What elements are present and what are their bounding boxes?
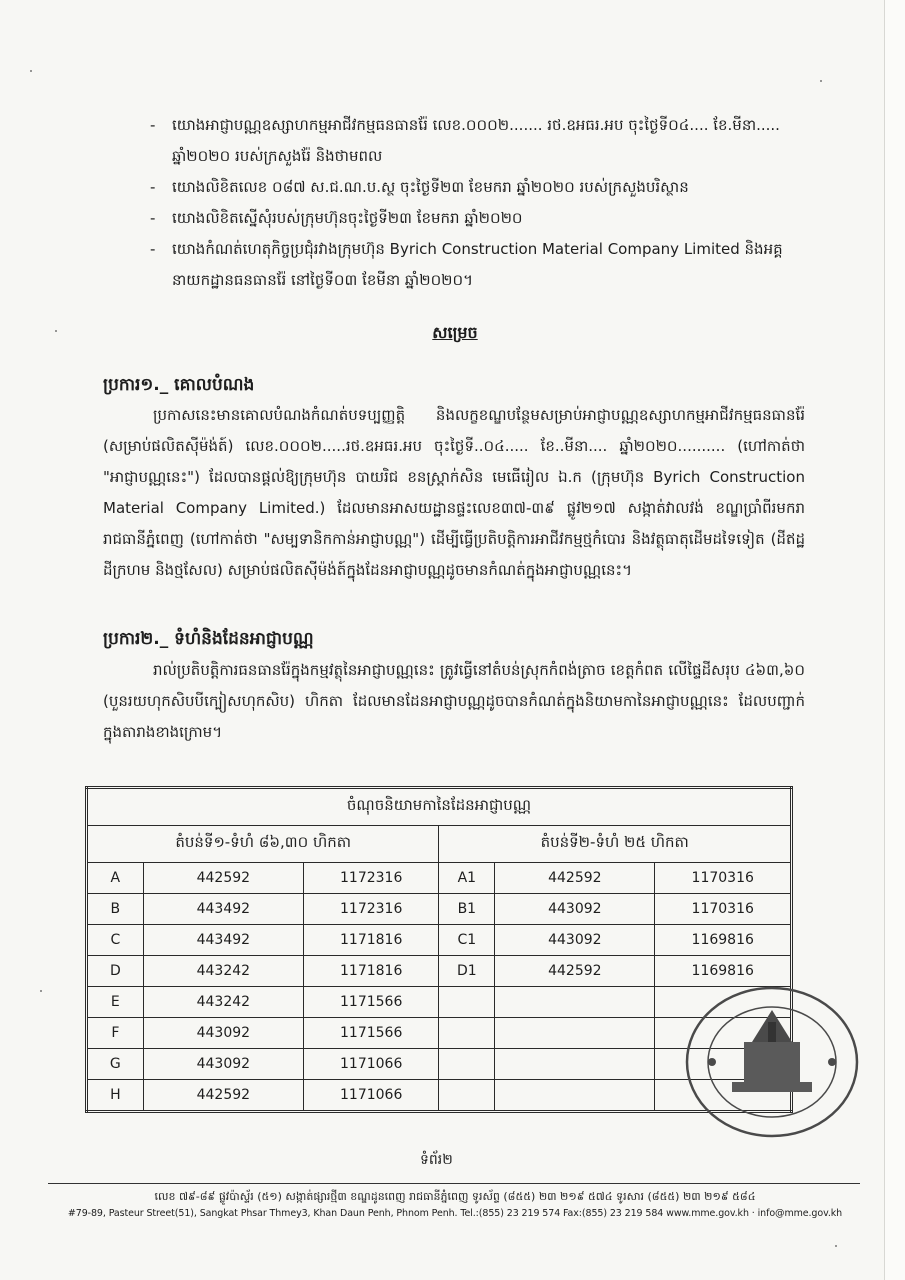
reference-list [150, 110, 810, 296]
easting-value [495, 1018, 655, 1049]
reference-item: - យោងកំណត់ហេតុកិច្ចប្រជុំរវាងក្រុមហ៊ុន Byrich Construction Material Company Limited និងអគ្គនាយកដ្ឋានធនធានរ៉ែ នៅថ្ងៃទី០៣ ខែមីនា ឆ្នាំ២០២០។ [150, 240, 783, 289]
northing-value: 1169816 [655, 925, 792, 956]
decision-title: សម្រេច [432, 323, 478, 342]
easting-value: 443092 [495, 925, 655, 956]
scan-speck [55, 330, 57, 332]
point-label: H [87, 1080, 144, 1112]
reference-text: យោងលិខិតស្នើសុំរបស់ក្រុមហ៊ុនចុះថ្ងៃទី២៣ ខែមករា ឆ្នាំ២០២០ [172, 209, 523, 227]
northing-value: 1171566 [303, 1018, 439, 1049]
easting-value: 443492 [143, 925, 303, 956]
scan-speck [40, 990, 42, 992]
paper-edge [884, 0, 905, 1280]
reference-item: - យោងអាជ្ញាបណ្ណឧស្សាហកម្មអាជីវកម្មធនធានរ៉ែ លេខ.០០០២....... រថ.ឧអធរ.អប ចុះថ្ងៃទី០៤.... ខែ.មីនា..... ឆ្នាំ២០២០ របស់ក្រសួងរ៉ែ និងថាមពល [150, 116, 780, 165]
easting-value [495, 1049, 655, 1080]
scan-speck [30, 70, 32, 72]
point-label: C1 [439, 925, 495, 956]
northing-value: 1171566 [303, 987, 439, 1018]
footer-address-english: #79-89, Pasteur Street(51), Sangkat Phsar Thmey3, Khan Daun Penh, Phnom Penh. Tel.:(855) 23 219 574 Fax:(855) 23 219 584 www.mme.gov.kh · info@mme.gov.kh [67, 1208, 843, 1219]
point-label: G [87, 1049, 144, 1080]
point-label: E [87, 987, 144, 1018]
easting-value: 442592 [143, 1080, 303, 1112]
easting-value: 443092 [143, 1018, 303, 1049]
point-label: D [87, 956, 144, 987]
reference-item: - យោងលិខិតស្នើសុំរបស់ក្រុមហ៊ុនចុះថ្ងៃទី២៣ ខែមករា ឆ្នាំ២០២០ [150, 209, 523, 227]
easting-value: 443242 [143, 956, 303, 987]
easting-value: 442592 [495, 956, 655, 987]
point-label: B [87, 894, 144, 925]
easting-value: 442592 [495, 863, 655, 894]
point-label [439, 1018, 495, 1049]
northing-value: 1170316 [655, 863, 792, 894]
table-row [87, 894, 792, 925]
table-caption: ចំណុចនិយាមកានៃដែនអាជ្ញាបណ្ណ [87, 788, 792, 826]
point-label: B1 [439, 894, 495, 925]
point-label [439, 1080, 495, 1112]
article-1-body: ប្រកាសនេះមានគោលបំណងកំណត់បទប្បញ្ញត្តិ និងលក្ខខណ្ឌបន្ថែមសម្រាប់អាជ្ញាបណ្ណឧស្សាហកម្មអាជីវកម្មធនធានរ៉ែ (សម្រាប់ផលិតស៊ីម៉ង់ត៍) លេខ.០០០២.....រថ.ឧអធរ.អប ចុះថ្ងៃទី..០៤..... ខែ..មីនា.... ឆ្នាំ២០២០.......... (ហៅកាត់ថា "អាជ្ញាបណ្ណនេះ") ដែលបានផ្តល់ឱ្យក្រុមហ៊ុន បាយរិជ ខនស្ត្រាក់សិន មេធើរៀល ឯ.ក (ក្រុមហ៊ុន Byrich Construction Material Company Limited.) ដែលមានអាសយដ្ឋានផ្ទះលេខ៣៧-៣៩ ផ្លូវ២១៧ សង្កាត់វាលវង់ ខណ្ឌប្រាំពីរមករា រាជធានីភ្នំពេញ (ហៅកាត់ថា "សម្បទានិកកាន់អាជ្ញាបណ្ណ") ដើម្បីធ្វើប្រតិបត្តិការអាជីវកម្មថ្មកំបោរ និងវត្ថុធាតុដើមដទៃទៀត (ដីឥដ្ឋ ដីក្រហម និងថ្មសែល) សម្រាប់ផលិតស៊ីម៉ង់ត៍ក្នុងដែនអាជ្ញាបណ្ណដូចមានកំណត់ក្នុងអាជ្ញាបណ្ណនេះ។ [103, 406, 805, 579]
northing-value: 1170316 [655, 894, 792, 925]
reference-text: យោងកំណត់ហេតុកិច្ចប្រជុំរវាងក្រុមហ៊ុន Byrich Construction Material Company Limited និងអគ្គនាយកដ្ឋានធនធានរ៉ែ នៅថ្ងៃទី០៣ ខែមីនា ឆ្នាំ២០២០។ [172, 240, 783, 289]
point-label: A [87, 863, 144, 894]
northing-value: 1171066 [303, 1080, 439, 1112]
point-label: A1 [439, 863, 495, 894]
article-2-body: រាល់ប្រតិបត្តិការធនធានរ៉ែក្នុងកម្មវត្ថុនៃអាជ្ញាបណ្ណនេះ ត្រូវធ្វើនៅតំបន់ស្រុកកំពង់ត្រាច ខេត្តកំពត លើផ្ទៃដីសរុប ៤៦៣,៦០ (បួនរយហុកសិបបីក្បៀសហុកសិប) ហិកតា ដែលមានដែនអាជ្ញាបណ្ណដូចបានកំណត់ក្នុងនិយាមកានៃអាជ្ញាបណ្ណនេះ ដែលបញ្ជាក់ក្នុងតារាងខាងក្រោម។ [103, 661, 805, 741]
easting-value: 443092 [495, 894, 655, 925]
point-label: C [87, 925, 144, 956]
easting-value [495, 1080, 655, 1112]
northing-value: 1171816 [303, 956, 439, 987]
point-label: D1 [439, 956, 495, 987]
northing-value: 1172316 [303, 894, 439, 925]
northing-value: 1172316 [303, 863, 439, 894]
northing-value: 1171066 [303, 1049, 439, 1080]
zone-1-header: តំបន់ទី១-ទំហំ ៨៦,៣០ ហិកតា [87, 826, 439, 863]
footer-address-khmer: លេខ ៧៩-៨៩ ផ្លូវប៉ាស្ទ័រ (៥១) សង្កាត់ផ្សារថ្មី៣ ខណ្ឌដូនពេញ រាជធានីភ្នំពេញ ទូរស័ព្ទ (៨៥៥) ២៣ ២១៩ ៥៧៤ ទូរសារ (៨៥៥) ២៣ ២១៩ ៥៨៤ [154, 1190, 756, 1203]
scan-speck [835, 1245, 837, 1247]
easting-value: 443242 [143, 987, 303, 1018]
zone-2-header: តំបន់ទី២-ទំហំ ២៥ ហិកតា [439, 826, 792, 863]
point-label [439, 1049, 495, 1080]
page-number: ទំព័រ២ [420, 1152, 453, 1168]
footer-divider [48, 1183, 860, 1184]
point-label [439, 987, 495, 1018]
official-seal-stamp [672, 982, 862, 1142]
article-1-heading: ប្រការ១._ គោលបំណង [103, 375, 255, 395]
easting-value: 443092 [143, 1049, 303, 1080]
reference-text: យោងអាជ្ញាបណ្ណឧស្សាហកម្មអាជីវកម្មធនធានរ៉ែ លេខ.០០០២....... រថ.ឧអធរ.អប ចុះថ្ងៃទី០៤.... ខែ.មីនា..... ឆ្នាំ២០២០ របស់ក្រសួងរ៉ែ និងថាមពល [172, 116, 780, 165]
article-2-heading: ប្រការ២._ ទំហំនិងដែនអាជ្ញាបណ្ណ [103, 629, 314, 649]
scan-speck [820, 80, 822, 82]
table-row [87, 863, 792, 894]
reference-text: យោងលិខិតលេខ ០៨៧ ស.ជ.ណ.ប.ស្ថ ចុះថ្ងៃទី២៣ ខែមករា ឆ្នាំ២០២០ របស់ក្រសួងបរិស្ថាន [172, 178, 689, 196]
northing-value: 1169816 [655, 956, 792, 987]
easting-value: 442592 [143, 863, 303, 894]
easting-value: 443492 [143, 894, 303, 925]
point-label: F [87, 1018, 144, 1049]
easting-value [495, 987, 655, 1018]
reference-item: - យោងលិខិតលេខ ០៨៧ ស.ជ.ណ.ប.ស្ថ ចុះថ្ងៃទី២៣ ខែមករា ឆ្នាំ២០២០ របស់ក្រសួងបរិស្ថាន [150, 178, 689, 196]
table-row [87, 925, 792, 956]
northing-value: 1171816 [303, 925, 439, 956]
